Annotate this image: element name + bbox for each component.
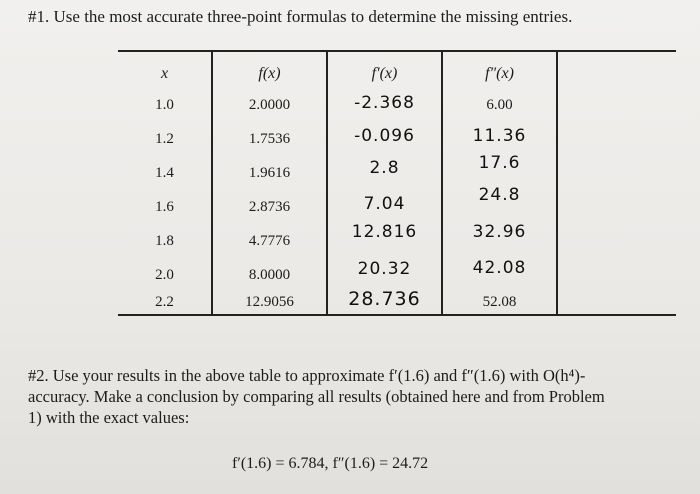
problem-2-line: accuracy. Make a conclusion by comparing all results (obtained here and from Problem bbox=[28, 387, 605, 406]
problem-2-line: #2. Use your results in the above table to approximate f′(1.6) and f″(1.6) with O(h⁴)- bbox=[28, 366, 586, 385]
table-cell-fdoubleprime: 11.36 bbox=[472, 126, 527, 146]
table-cell-fdoubleprime: 24.8 bbox=[478, 185, 521, 205]
table-cell-fdoubleprime: 6.00 bbox=[486, 97, 513, 113]
problem-2-line: 1) with the exact values: bbox=[28, 408, 190, 427]
table-cell-fprime: 12.816 bbox=[351, 222, 418, 242]
table-cell-fx: 2.0000 bbox=[248, 97, 291, 113]
table-cell-x: 1.4 bbox=[155, 165, 174, 181]
table-cell-x: 2.0 bbox=[155, 267, 174, 283]
table-cell-fprime: -0.096 bbox=[354, 126, 415, 146]
table-cell-x: 1.2 bbox=[155, 131, 174, 147]
table-cell-fdoubleprime: 42.08 bbox=[472, 258, 527, 278]
table-cell-fdoubleprime: 52.08 bbox=[482, 294, 517, 310]
table-cell-fprime: 7.04 bbox=[363, 194, 406, 214]
table-cell-x: 1.0 bbox=[155, 97, 174, 113]
problem-2-text bbox=[28, 365, 678, 428]
table-cell-fx: 4.7776 bbox=[248, 233, 291, 249]
table-divider bbox=[556, 52, 558, 314]
table-cell-fdoubleprime: 32.96 bbox=[472, 222, 527, 242]
table-cell-fx: 12.9056 bbox=[245, 294, 294, 310]
table-cell-fx: 8.0000 bbox=[248, 267, 291, 283]
table-cell-fprime: 28.736 bbox=[348, 288, 421, 310]
table-cell-fprime: 2.8 bbox=[369, 158, 400, 178]
derivative-table bbox=[118, 50, 676, 316]
header-fdoubleprime: f″(x) bbox=[485, 65, 514, 82]
problem-1-heading: #1. Use the most accurate three-point formulas to determine the missing entries. bbox=[28, 7, 573, 26]
table-cell-fx: 1.7536 bbox=[248, 131, 291, 147]
table-cell-fprime: -2.368 bbox=[354, 93, 415, 113]
exact-values: f′(1.6) = 6.784, f″(1.6) = 24.72 bbox=[232, 455, 429, 472]
table-cell-fprime: 20.32 bbox=[357, 259, 412, 279]
table-cell-x: 1.8 bbox=[155, 233, 174, 249]
header-fprime: f′(x) bbox=[371, 65, 398, 82]
table-cell-x: 1.6 bbox=[155, 199, 174, 215]
table-cell-fx: 2.8736 bbox=[248, 199, 291, 215]
header-x: x bbox=[160, 65, 169, 82]
table-cell-fdoubleprime: 17.6 bbox=[478, 153, 521, 173]
table-cell-fx: 1.9616 bbox=[248, 165, 291, 181]
table-cell-x: 2.2 bbox=[155, 294, 174, 310]
header-fx: f(x) bbox=[258, 65, 281, 82]
